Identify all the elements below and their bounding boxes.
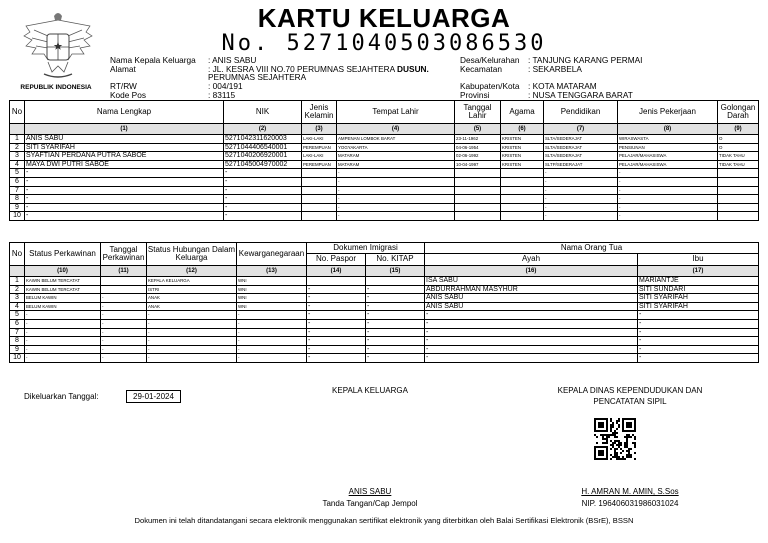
member-row <box>10 177 759 186</box>
table-cell: 8 <box>10 337 25 346</box>
status-row <box>10 294 759 303</box>
label-address: Alamat <box>110 63 136 74</box>
table-cell: - <box>101 328 147 337</box>
col-number: (2) <box>224 124 302 135</box>
table-cell: - <box>25 328 101 337</box>
table-cell: - <box>638 354 759 363</box>
table-cell: SLTA/SEDERAJAT <box>544 135 618 144</box>
header-relationship: Status Hubungan Dalam Keluarga <box>147 243 237 266</box>
family-status-table <box>9 242 759 363</box>
header-immigration-docs: Dokumen Imigrasi <box>307 243 425 254</box>
col-number: (3) <box>302 124 337 135</box>
table-cell <box>501 169 544 178</box>
table-cell: WNI <box>237 277 307 286</box>
table-cell: MATARAM <box>337 160 455 169</box>
table-cell: - <box>237 319 307 328</box>
issued-date: 29-01-2024 <box>126 390 181 403</box>
table-cell: KRISTEN <box>501 135 544 144</box>
table-cell: 3 <box>10 152 25 161</box>
table-cell: 04-06-1954 <box>455 143 501 152</box>
table-cell: - <box>425 345 638 354</box>
table-cell: - <box>366 302 425 311</box>
label-city: Kabupaten/Kota <box>460 81 520 92</box>
table-cell: PEREMPUAN <box>302 160 337 169</box>
table-cell: TIDAK TAHU <box>718 152 759 161</box>
table-cell: - <box>224 177 302 186</box>
member-row <box>10 203 759 212</box>
status-row <box>10 285 759 294</box>
table-cell: PENSIUNAN <box>618 143 718 152</box>
table-cell: - <box>25 186 224 195</box>
table-cell: LAKI-LAKI <box>302 152 337 161</box>
table-cell: ISTRI <box>147 285 237 294</box>
table-cell: - <box>147 337 237 346</box>
header-no: No <box>10 243 25 266</box>
table-cell: - <box>425 328 638 337</box>
table-cell: - <box>307 302 366 311</box>
table-cell: - <box>307 345 366 354</box>
table-cell: SYAFTIAN PERDANA PUTRA SABOE <box>25 152 224 161</box>
table-cell: 10 <box>10 354 25 363</box>
table-cell: - <box>337 177 455 186</box>
table-cell <box>501 203 544 212</box>
value-district: : SEKARBELA <box>528 63 582 74</box>
table-cell: - <box>147 311 237 320</box>
head-signatory-name: ANIS SABU <box>348 487 392 496</box>
emblem-label: REPUBLIK INDONESIA <box>20 84 92 91</box>
table-cell: - <box>337 186 455 195</box>
table-cell: KEPALA KELUARGA <box>147 277 237 286</box>
table-cell: - <box>337 195 455 204</box>
table-cell: ANAK <box>147 302 237 311</box>
table-cell: O <box>718 143 759 152</box>
col-number: (17) <box>638 266 759 277</box>
value-address-line2: PERUMNAS SEJAHTERA <box>208 72 307 83</box>
table-cell <box>501 195 544 204</box>
table-cell: - <box>618 177 718 186</box>
col-number: (8) <box>618 124 718 135</box>
col-number: (5) <box>455 124 501 135</box>
table-cell: - <box>224 212 302 221</box>
table-cell: - <box>307 319 366 328</box>
col-number: (16) <box>425 266 638 277</box>
header-citizenship: Kewarganegaraan <box>237 243 307 266</box>
table-cell: - <box>366 345 425 354</box>
label-district: Kecamatan <box>460 63 502 74</box>
table-cell: - <box>366 337 425 346</box>
table-cell: - <box>101 302 147 311</box>
table-cell <box>101 277 147 286</box>
table-cell <box>302 195 337 204</box>
label-village: Desa/Kelurahan <box>460 55 520 65</box>
table-cell: - <box>101 354 147 363</box>
table-cell <box>101 285 147 294</box>
table-cell: KRISTEN <box>501 160 544 169</box>
table-cell: KAWIN BELUM TERCATAT <box>25 285 101 294</box>
table-cell: AMPENAN LOMBOK BARAT <box>337 135 455 144</box>
table-cell: - <box>25 195 224 204</box>
col-number: (4) <box>337 124 455 135</box>
table-cell <box>718 177 759 186</box>
col-number: (14) <box>307 266 366 277</box>
header-gender: Jenis Kelamin <box>302 101 337 124</box>
header-birthplace: Tempat Lahir <box>337 101 455 124</box>
table-cell: - <box>307 354 366 363</box>
value-rt-rw: : 004/191 <box>208 81 243 92</box>
document-title: KARTU KELUARGA <box>257 3 511 33</box>
table-cell <box>302 169 337 178</box>
table-cell <box>366 277 425 286</box>
table-cell: - <box>237 345 307 354</box>
family-members-table <box>9 100 759 221</box>
col-number: (11) <box>101 266 147 277</box>
table-cell: ANAK <box>147 294 237 303</box>
table-cell: - <box>101 337 147 346</box>
table-cell: 9 <box>10 203 25 212</box>
table-cell: - <box>147 319 237 328</box>
col-number: (13) <box>237 266 307 277</box>
member-row <box>10 195 759 204</box>
value-city: : KOTA MATARAM <box>528 81 597 92</box>
table-cell: 4 <box>10 302 25 311</box>
member-row <box>10 186 759 195</box>
table-cell: - <box>224 203 302 212</box>
table-cell: LAKI-LAKI <box>302 135 337 144</box>
table-cell: 2 <box>10 285 25 294</box>
table-cell <box>455 169 501 178</box>
table-cell: - <box>544 212 618 221</box>
official-nip: NIP. 196406031986031024 <box>581 499 679 508</box>
table-cell: KRISTEN <box>501 143 544 152</box>
table-cell: - <box>307 337 366 346</box>
table-cell: - <box>25 212 224 221</box>
table-cell: BELUM KAWIN <box>25 302 101 311</box>
table-cell: KAWIN BELUM TERCATAT <box>25 277 101 286</box>
value-postal: : 83115 <box>208 89 236 100</box>
status-row <box>10 277 759 286</box>
table-cell: - <box>618 203 718 212</box>
table-cell <box>455 195 501 204</box>
table-cell: - <box>618 186 718 195</box>
table-cell: 9 <box>10 345 25 354</box>
member-row <box>10 169 759 178</box>
header-marital-status: Status Perkawinan <box>25 243 101 266</box>
col-number: (10) <box>25 266 101 277</box>
table-cell: SLTA/SEDERAJAT <box>544 152 618 161</box>
table-cell: - <box>337 212 455 221</box>
issued-label: Dikeluarkan Tanggal: <box>24 392 99 401</box>
value-head-name: : ANIS SABU <box>208 55 257 65</box>
table-cell: - <box>366 311 425 320</box>
col-number: (9) <box>718 124 759 135</box>
member-row <box>10 135 759 144</box>
table-cell: 4 <box>10 160 25 169</box>
table-cell: - <box>307 285 366 294</box>
table-cell: ABDURRAHMAN MASYHUR <box>425 285 638 294</box>
table-cell <box>302 177 337 186</box>
status-row <box>10 302 759 311</box>
status-row <box>10 345 759 354</box>
table-cell: 5271042311620003 <box>224 135 302 144</box>
member-row <box>10 152 759 161</box>
table-cell: - <box>25 345 101 354</box>
table-cell: - <box>147 354 237 363</box>
header-religion: Agama <box>501 101 544 124</box>
col-number: (6) <box>501 124 544 135</box>
table-cell: - <box>618 212 718 221</box>
table-cell: 8 <box>10 195 25 204</box>
kk-number: No. 5271040503086530 <box>221 31 547 56</box>
table-cell: - <box>147 345 237 354</box>
header-birthdate: Tanggal Lahir <box>455 101 501 124</box>
table-cell: SLTP/SEDERAJAT <box>544 160 618 169</box>
table-cell: - <box>101 345 147 354</box>
table-cell: 7 <box>10 186 25 195</box>
table-cell: - <box>25 177 224 186</box>
table-cell: - <box>147 328 237 337</box>
table-cell: KRISTEN <box>501 152 544 161</box>
value-village: : TANJUNG KARANG PERMAI <box>528 55 643 65</box>
table-cell <box>501 186 544 195</box>
table-cell: - <box>544 195 618 204</box>
table-cell: - <box>425 354 638 363</box>
label-head-name: Nama Kepala Keluarga <box>110 55 196 65</box>
table-cell: - <box>307 311 366 320</box>
table-cell: 5 <box>10 169 25 178</box>
table-cell: ANIS SABU <box>425 294 638 303</box>
header-no: No <box>10 101 25 124</box>
table-cell: ANIS SABU <box>425 302 638 311</box>
table-cell: - <box>101 319 147 328</box>
table-cell: - <box>224 186 302 195</box>
label-rt-rw: RT/RW <box>110 81 137 92</box>
table-cell: 02-06-1992 <box>455 152 501 161</box>
table-cell: - <box>101 294 147 303</box>
status-row <box>10 311 759 320</box>
header-father: Ayah <box>425 254 638 266</box>
qr-code-icon <box>594 418 636 460</box>
table-cell: - <box>366 294 425 303</box>
col-number: (1) <box>25 124 224 135</box>
table-cell: SITI SYARIFAH <box>638 302 759 311</box>
office-title-1: KEPALA DINAS KEPENDUDUKAN DAN <box>557 386 703 395</box>
table-cell <box>455 177 501 186</box>
table-cell: - <box>618 169 718 178</box>
table-cell <box>718 203 759 212</box>
table-cell: - <box>25 311 101 320</box>
table-cell: - <box>337 203 455 212</box>
table-cell: O <box>718 135 759 144</box>
table-cell: WIRASWASTA <box>618 135 718 144</box>
household-info <box>110 56 429 100</box>
status-row <box>10 337 759 346</box>
table-cell: 7 <box>10 328 25 337</box>
table-cell: - <box>25 319 101 328</box>
header-passport: No. Paspor <box>307 254 366 266</box>
table-cell: 23-11-1962 <box>455 135 501 144</box>
table-cell: WNI <box>237 285 307 294</box>
table-cell: - <box>544 177 618 186</box>
header-full-name: Nama Lengkap <box>25 101 224 124</box>
table-cell: SITI SYARIFAH <box>25 143 224 152</box>
table-cell: 1 <box>10 135 25 144</box>
col-number: (15) <box>366 266 425 277</box>
table-cell: - <box>237 354 307 363</box>
table-cell: 2 <box>10 143 25 152</box>
member-row <box>10 212 759 221</box>
table-cell: PELAJAR/MAHASISWA <box>618 152 718 161</box>
table-cell: - <box>618 195 718 204</box>
table-cell: - <box>307 294 366 303</box>
table-cell: - <box>638 311 759 320</box>
member-row <box>10 143 759 152</box>
header-occupation: Jenis Pekerjaan <box>618 101 718 124</box>
col-number: (12) <box>147 266 237 277</box>
table-cell <box>455 203 501 212</box>
header-mother: Ibu <box>638 254 759 266</box>
table-cell: 5271040206920001 <box>224 152 302 161</box>
table-cell: - <box>237 311 307 320</box>
garuda-emblem-icon <box>18 6 98 86</box>
table-cell: 6 <box>10 319 25 328</box>
value-province: : NUSA TENGGARA BARAT <box>528 89 633 100</box>
col-number: (7) <box>544 124 618 135</box>
table-cell: 6 <box>10 177 25 186</box>
table-cell: BELUM KAWIN <box>25 294 101 303</box>
table-cell: - <box>366 319 425 328</box>
table-cell: TIDAK TAHU <box>718 160 759 169</box>
table-cell <box>307 277 366 286</box>
table-cell <box>501 177 544 186</box>
status-row <box>10 319 759 328</box>
table-cell <box>302 186 337 195</box>
label-province: Provinsi <box>460 89 490 100</box>
office-title-2: PENCATATAN SIPIL <box>593 397 667 406</box>
table-cell: SLTA/SEDERAJAT <box>544 143 618 152</box>
table-cell: - <box>101 311 147 320</box>
table-cell: MARIANTJE <box>638 277 759 286</box>
table-cell: - <box>638 319 759 328</box>
header-kitap: No. KITAP <box>366 254 425 266</box>
label-postal: Kode Pos <box>110 89 146 100</box>
table-cell: WNI <box>237 302 307 311</box>
table-cell: - <box>237 337 307 346</box>
table-cell: - <box>425 311 638 320</box>
table-cell: - <box>25 203 224 212</box>
head-signatory-title: KEPALA KELUARGA <box>332 386 408 395</box>
table-cell: 5 <box>10 311 25 320</box>
table-cell: - <box>638 345 759 354</box>
table-cell: 1 <box>10 277 25 286</box>
table-cell: - <box>25 169 224 178</box>
table-cell: - <box>638 337 759 346</box>
table-cell: - <box>638 328 759 337</box>
table-cell: YOGYAKARTA <box>337 143 455 152</box>
status-row <box>10 354 759 363</box>
table-cell: - <box>544 186 618 195</box>
table-cell: - <box>25 354 101 363</box>
table-cell: 3 <box>10 294 25 303</box>
header-marriage-date: Tanggal Perkawinan <box>101 243 147 266</box>
electronic-signature-note: Dokumen ini telah ditandatangani secara elektronik menggunakan sertifikat elektronik yang diterbitkan oleh Balai Sertifikasi Elektronik (BSrE), BSSN <box>134 516 634 525</box>
table-cell: ISA SABU <box>425 277 638 286</box>
table-cell: 10 <box>10 212 25 221</box>
table-cell <box>455 212 501 221</box>
table-cell: - <box>366 285 425 294</box>
table-cell: WNI <box>237 294 307 303</box>
table-cell <box>455 186 501 195</box>
table-cell: - <box>25 337 101 346</box>
table-cell: ANIS SABU <box>25 135 224 144</box>
table-cell: - <box>337 169 455 178</box>
table-cell: 5271045004970002 <box>224 160 302 169</box>
official-name: H. AMRAN M. AMIN, S.Sos <box>581 487 679 496</box>
table-cell: PELAJAR/MAHASISWA <box>618 160 718 169</box>
table-cell: 10-04-1997 <box>455 160 501 169</box>
table-cell <box>302 203 337 212</box>
table-cell: - <box>544 169 618 178</box>
status-row <box>10 328 759 337</box>
table-cell: - <box>366 328 425 337</box>
table-cell: SITI SUNDARI <box>638 285 759 294</box>
header-education: Pendidikan <box>544 101 618 124</box>
table-cell: MAYA DWI PUTRI SABOE <box>25 160 224 169</box>
member-row <box>10 160 759 169</box>
header-blood-type: Golongan Darah <box>718 101 759 124</box>
table-cell: - <box>425 319 638 328</box>
header-nik: NIK <box>224 101 302 124</box>
signature-caption: Tanda Tangan/Cap Jempol <box>322 499 418 508</box>
table-cell: - <box>224 169 302 178</box>
table-cell <box>718 186 759 195</box>
table-cell <box>718 212 759 221</box>
table-cell: - <box>544 203 618 212</box>
table-cell: PEREMPUAN <box>302 143 337 152</box>
table-cell <box>302 212 337 221</box>
table-cell: 5271044406540001 <box>224 143 302 152</box>
table-cell: - <box>425 337 638 346</box>
table-cell: - <box>237 328 307 337</box>
value-address: : JL. KESRA VIII NO.70 PERUMNAS SEJAHTERA DUSUN. <box>208 63 429 74</box>
table-cell: - <box>366 354 425 363</box>
table-cell: - <box>224 195 302 204</box>
table-cell: MATARAM <box>337 152 455 161</box>
table-cell: - <box>307 328 366 337</box>
header-parents: Nama Orang Tua <box>425 243 759 254</box>
table-cell <box>718 169 759 178</box>
table-cell <box>718 195 759 204</box>
table-cell <box>501 212 544 221</box>
table-cell: SITI SYARIFAH <box>638 294 759 303</box>
region-info <box>460 56 642 100</box>
